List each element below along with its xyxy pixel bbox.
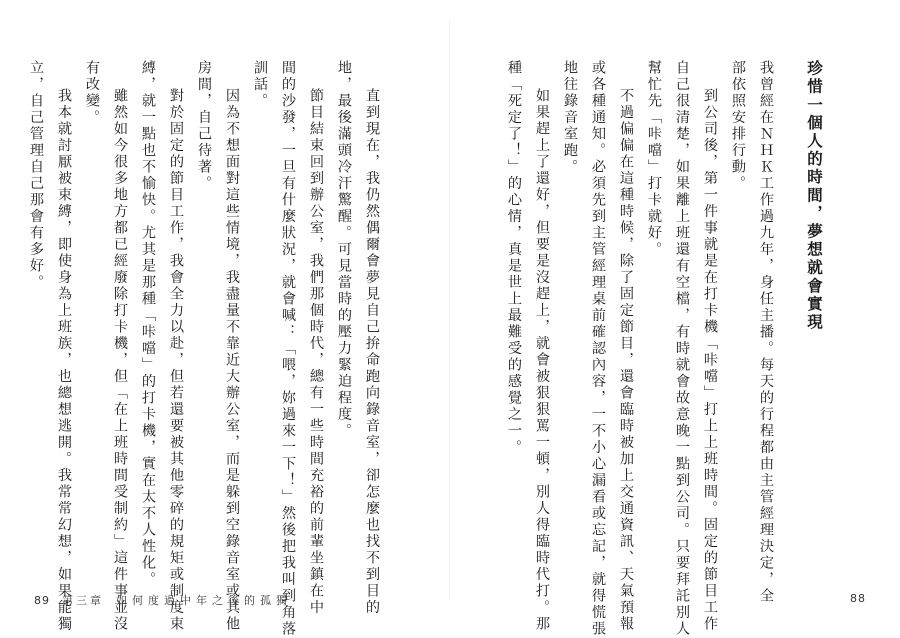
text-column: 直到現在，我仍然偶爾會夢見自己拚命跑向錄音室，卻怎麼也找不到目的 xyxy=(364,88,380,616)
text-column: 地往錄音室跑。 xyxy=(562,60,578,176)
text-column: 有改變。 xyxy=(84,60,100,126)
page-number: 88 xyxy=(850,592,866,605)
text-column: 如果趕上了還好，但要是沒趕上，就會被狠狠罵一頓，別人得臨時代打。那 xyxy=(534,88,550,633)
text-column: 種「死定了！」的心情，真是世上最難受的感覺之一。 xyxy=(506,60,522,456)
text-column: 間的沙發，一旦有什麼狀況，就會喊：「喂，妳過來一下！」然後把我叫到角落 xyxy=(280,60,296,638)
page-number: 89 xyxy=(34,594,50,607)
text-column: 房間，自己待著。 xyxy=(196,60,212,192)
running-footer xyxy=(34,592,292,608)
text-column: 或各種通知。必須先到主管經理桌前確認內容，一不小心漏看或忘記，就得慌張 xyxy=(590,60,606,638)
text-column: 對於固定的節目工作，我會全力以赴，但若還要被其他零碎的規矩或制度束 xyxy=(168,88,184,633)
gutter-divider xyxy=(449,20,450,600)
text-column: 我曾經在ＮＨＫ工作過九年，身任主播。每天的行程都由主管經理決定，全 xyxy=(758,60,774,605)
text-column: 到公司後，第一件事就是在打卡機「咔噹」打上上班時間。固定的節目工作 xyxy=(702,88,718,633)
text-column: 雖然如今很多地方都已經廢除打卡機，但「在上班時間受制約」這件事並沒 xyxy=(112,88,128,633)
chapter-label: 第三章 xyxy=(62,594,104,607)
text-column: 部依照安排行動。 xyxy=(730,60,746,192)
section-heading: 珍惜一個人的時間，夢想就會實現 xyxy=(805,60,823,332)
text-column: 我本就討厭被束縛，即使身為上班族，也總想逃開。我常常幻想，如果能獨 xyxy=(56,88,72,633)
chapter-title: 如何度過中年之後的孤獨 xyxy=(116,594,292,607)
text-column: 訓話。 xyxy=(252,60,268,110)
text-column: 縛，就一點也不愉快。尤其是那種「咔噹」的打卡機，實在太不人性化。 xyxy=(140,60,156,588)
text-column: 幫忙先「咔噹」打卡就好。 xyxy=(646,60,662,258)
text-column: 立，自己管理自己那會有多好。 xyxy=(28,60,44,291)
text-column: 因為不想面對這些情境，我盡量不靠近大辦公室，而是躲到空錄音室或其他 xyxy=(224,88,240,633)
text-column: 自己很清楚，如果離上班還有空檔，有時就會故意晚一點到公司。只要拜託別人 xyxy=(674,60,690,638)
text-column: 地，最後滿頭冷汗驚醒。可見當時的壓力緊迫程度。 xyxy=(336,60,352,440)
text-column: 節目結束回到辦公室，我們那個時代，總有一些時間充裕的前輩坐鎮在中 xyxy=(308,88,324,616)
text-column: 不過偏偏在這種時候，除了固定節目，還會臨時被加上交通資訊、天氣預報 xyxy=(618,88,634,633)
